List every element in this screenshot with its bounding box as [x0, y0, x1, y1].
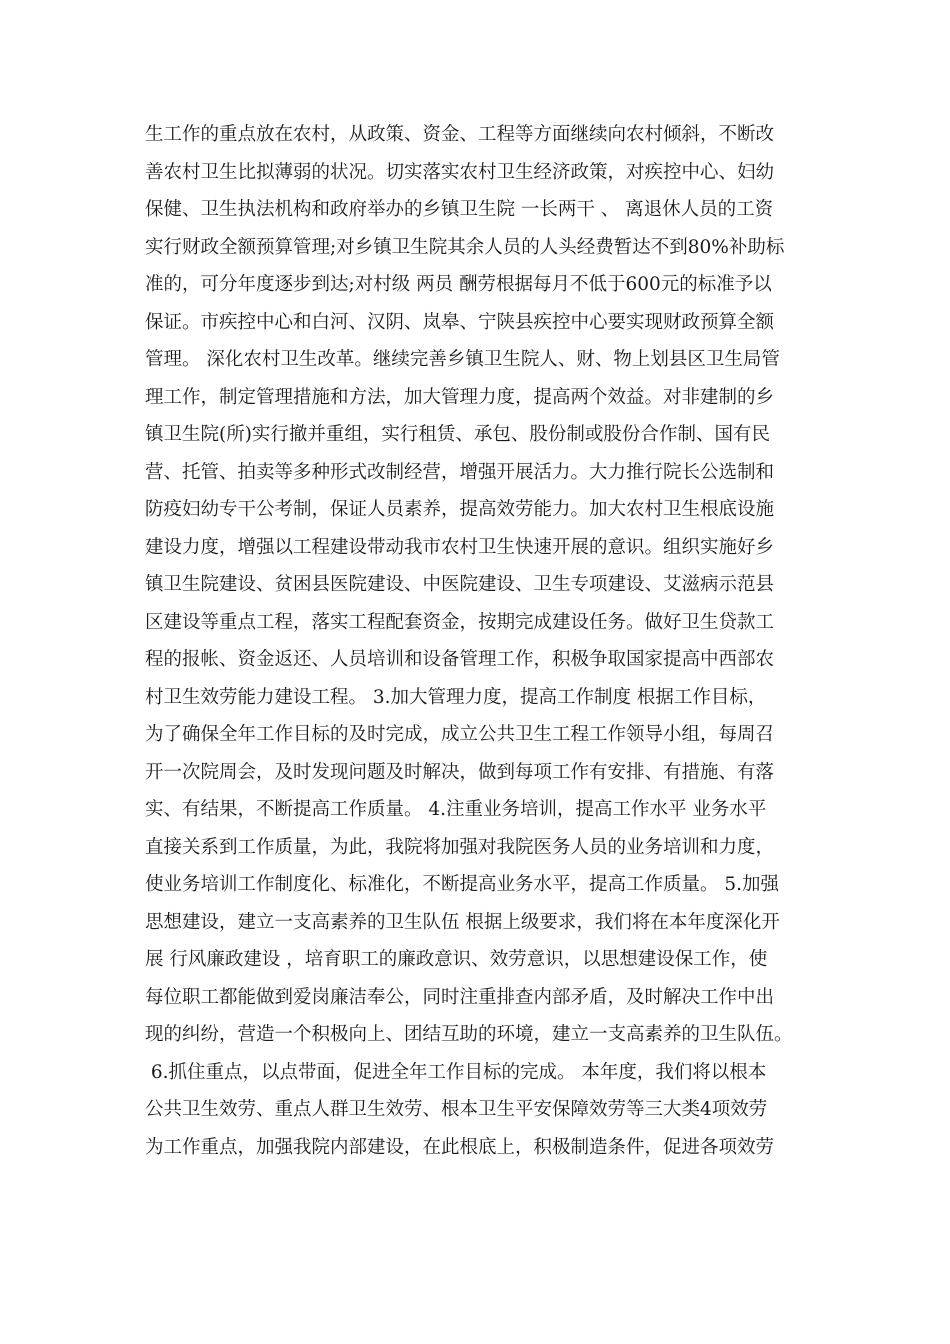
text-line: 思想建设，建立一支高素养的卫生队伍 根据上级要求，我们将在本年度深化开 — [145, 911, 780, 933]
text-line: 6.抓住重点，以点带面，促进全年工作目标的完成。 本年度，我们将以根本 — [145, 1061, 767, 1083]
text-line: 为了确保全年工作目标的及时完成，成立公共卫生工程工作领导小组，每周召 — [145, 724, 775, 745]
text-line: 村卫生效劳能力建设工程。 3.加大管理力度，提高工作制度 根据工作目标， — [145, 686, 767, 708]
text-line: 防疫妇幼专干公考制，保证人员素养，提高效劳能力。加大农村卫生根底设施 — [145, 499, 775, 520]
text-line: 使业务培训工作制度化、标准化，不断提高业务水平，提高工作质量。 5.加强 — [145, 874, 780, 895]
text-line: 镇卫生院建设、贫困县医院建设、中医院建设、卫生专项建设、艾滋病示范县 — [145, 574, 775, 595]
text-line: 实、有结果，不断提高工作质量。 4.注重业务培训，提高工作水平 业务水平 — [145, 799, 767, 820]
text-line: 区建设等重点工程，落实工程配套资金，按期完成建设任务。做好卫生贷款工 — [145, 611, 775, 633]
text-line: 善农村卫生比拟薄弱的状况。切实落实农村卫生经济政策，对疾控中心、妇幼 — [145, 161, 775, 183]
text-line: 直接关系到工作质量，为此，我院将加强对我院医务人员的业务培训和力度， — [145, 836, 775, 858]
document-body — [145, 116, 815, 1166]
text-line: 准的，可分年度逐步到达;对村级 两员 酬劳根据每月不低于600元的标准予以 — [145, 274, 772, 295]
text-line: 展 行风廉政建设 ，培育职工的廉政意识、效劳意识，以思想建设保工作，使 — [145, 949, 768, 970]
text-line: 营、托管、拍卖等多种形式改制经营，增强开展活力。大力推行院长公选制和 — [145, 461, 775, 483]
text-line: 为工作重点，加强我院内部建设，在此根底上，积极制造条件，促进各项效劳 — [145, 1136, 775, 1158]
text-line: 管理。 深化农村卫生改革。继续完善乡镇卫生院人、财、物上划县区卫生局管 — [145, 349, 780, 370]
text-line: 保健、卫生执法机构和政府举办的乡镇卫生院 一长两干 、 离退休人员的工资 — [145, 199, 774, 220]
text-line: 开一次院周会，及时发现问题及时解决，做到每项工作有安排、有措施、有落 — [145, 761, 775, 783]
text-line: 保证。市疾控中心和白河、汉阴、岚皋、宁陕县疾控中心要实现财政预算全额 — [145, 311, 775, 333]
text-line: 生工作的重点放在农村，从政策、资金、工程等方面继续向农村倾斜，不断改 — [145, 124, 775, 145]
text-line: 理工作，制定管理措施和方法，加大管理力度，提高两个效益。对非建制的乡 — [145, 386, 775, 408]
text-line: 实行财政全额预算管理;对乡镇卫生院其余人员的人头经费暂达不到80%补助标 — [145, 236, 785, 258]
text-line: 公共卫生效劳、重点人群卫生效劳、根本卫生平安保障效劳等三大类4项效劳 — [145, 1099, 768, 1120]
text-line: 程的报帐、资金返还、人员培训和设备管理工作，积极争取国家提高中西部农 — [145, 649, 775, 670]
text-line: 建设力度，增强以工程建设带动我市农村卫生快速开展的意识。组织实施好乡 — [145, 536, 775, 558]
text-line: 每位职工都能做到爱岗廉洁奉公，同时注重排查内部矛盾，及时解决工作中出 — [145, 986, 775, 1008]
text-line: 现的纠纷，营造一个积极向上、团结互助的环境，建立一支高素养的卫生队伍。 — [145, 1024, 793, 1045]
text-line: 镇卫生院(所)实行撤并重组，实行租赁、承包、股份制或股份合作制、国有民 — [145, 424, 770, 445]
